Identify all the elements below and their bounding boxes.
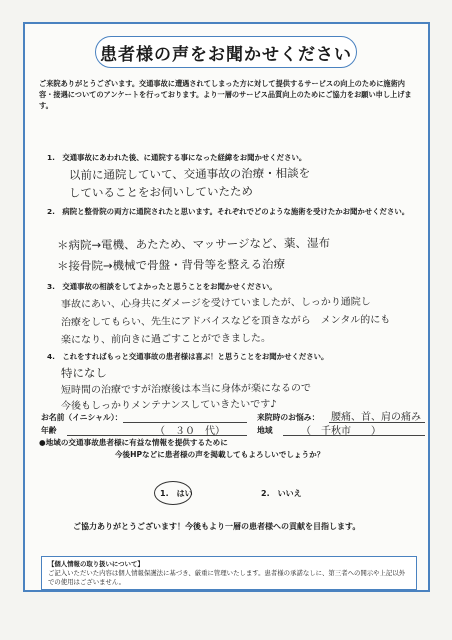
consent-question: ●地域の交通事故患者様に有益な情報を提供するために 今後HPなどに患者様の声を掲載してもよろしいでしょうか？	[39, 438, 325, 459]
option-yes[interactable]: 1. はい	[160, 489, 193, 498]
name-label: お名前（イニシャル）：	[41, 413, 123, 422]
area-value: （ 千秋市 ）	[301, 426, 381, 437]
age-value: （ ３０ 代）	[155, 426, 225, 437]
answer-2-line-1: ＊病院→電機、あたため、マッサージなど、薬、湿布	[56, 235, 331, 253]
answer-4-line-3: 今後もしっかりメンテナンスしていきたいです♪	[60, 399, 277, 412]
answer-1-line-1: 以前に通院していて、交通事故の治療・相談を	[68, 165, 311, 183]
question-2: 2. 病院と整骨院の両方に通院されたと思います。それぞれでどのような施術を受けたかお聞かせください。	[47, 207, 410, 216]
privacy-box	[41, 556, 417, 590]
complaint-label: 来院時のお悩み：	[257, 413, 320, 422]
question-1: 1. 交通事故にあわれた後、に通院する事になった経緯をお聞かせください。	[47, 153, 307, 162]
question-4: 4. これをすればもっと交通事故の患者様は喜ぶ！と思うことをお聞かせください。	[47, 352, 329, 361]
option-no[interactable]: 2. いいえ	[261, 489, 302, 498]
answer-3-line-1: 事故にあい、心身共にダメージを受けていましたが、しっかり通院し	[60, 296, 371, 311]
answer-4-line-2: 短時間の治療ですが治療後は本当に身体が楽になるので	[60, 382, 312, 397]
privacy-body: ご記入いただいた内容は個人情報保護法に基づき、厳重に管理いたします。患者様の承諾なしに、第三者への開示や上記以外での使用はございません。	[48, 569, 406, 586]
area-underline	[283, 435, 425, 436]
answer-3-line-3: 楽になり、前向きに過ごすことができました。	[60, 333, 272, 346]
survey-sheet	[23, 22, 430, 592]
privacy-heading: 【個人情報の取り扱いについて】	[48, 560, 144, 568]
answer-4-line-1: 特になし	[60, 365, 108, 381]
answer-3-line-2: 治療をしてもらい、先生にアドバイスなどを頂きながら メンタル的にも	[60, 314, 391, 329]
area-label: 地域	[257, 426, 273, 435]
complaint-value: 腰痛、首、肩の痛み	[331, 412, 421, 423]
intro-text: ご来院ありがとうございます。交通事故に遭遇されてしまった方に対して提供するサービスの向上のために施術内容・接遇についてのアンケートを行っております。より一層のサービス品質向上のためにご協力をお願い申し上げます。	[39, 79, 412, 110]
page-title: 患者様の声をお聞かせください	[100, 44, 352, 65]
age-underline	[67, 435, 247, 436]
answer-2-line-2: ＊接骨院→機械で骨盤・背骨等を整える治療	[56, 257, 286, 273]
answer-1-line-2: していることをお伺いしていたため	[68, 184, 254, 200]
age-label: 年齢	[41, 426, 57, 435]
title-box	[95, 36, 357, 68]
question-3: 3. 交通事故の相談をしてよかったと思うことをお聞かせください。	[47, 282, 277, 291]
thanks-message: ご協力ありがとうございます！今後もより一層の患者様への貢献を目指します。	[73, 522, 361, 531]
